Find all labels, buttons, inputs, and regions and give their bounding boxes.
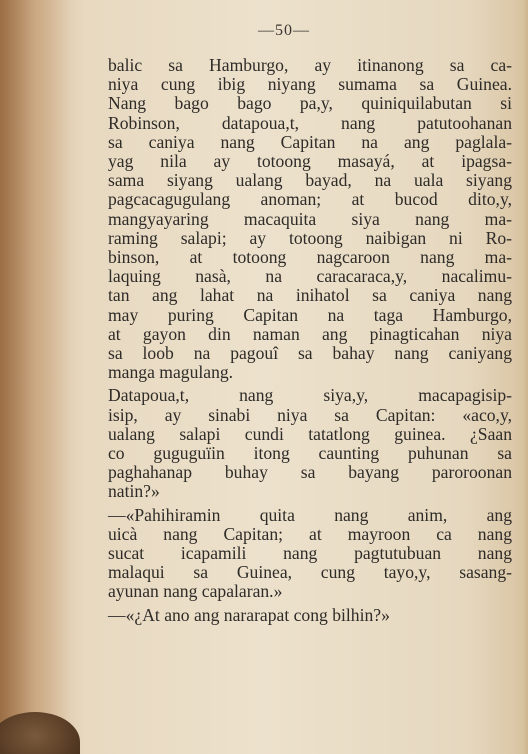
text-line: raming salapi; ay totoong naibigan ni Ro- — [108, 227, 512, 248]
text-line: pagcacagugulang anoman; at bucod dito,y, — [108, 189, 512, 210]
paragraph — [108, 606, 512, 625]
text-line: ualang salapi cundi tatatlong guinea. ¿Saan — [108, 423, 512, 444]
text-line: manga magulang. — [108, 362, 234, 383]
text-line: laquing nasà, na caracaraca,y, nacalimu- — [108, 266, 512, 287]
body-text — [108, 56, 512, 625]
text-line: at gayon din naman ang pinagticahan niya — [108, 323, 512, 344]
text-line: paghahanap buhay sa bayang paroroonan — [108, 462, 512, 483]
text-line: Nang bago bago pa,y, quiniquilabutan si — [108, 93, 512, 114]
text-line: uicà nang Capitan; at mayroon ca nang — [108, 523, 512, 544]
text-line: Robinson, datapoua,t, nang patutoohanan — [108, 112, 512, 133]
text-line: sama siyang ualang bayad, na uala siyang — [108, 170, 512, 191]
paragraphs — [108, 56, 512, 625]
text-line: may puring Capitan na taga Hamburgo, — [108, 304, 512, 325]
text-line: balic sa Hamburgo, ay itinanong sa ca- — [108, 55, 512, 75]
page-edge — [514, 0, 528, 754]
binding-shadow — [0, 0, 70, 754]
text-line: yag nila ay totoong masayá, at ipagsa- — [108, 151, 512, 172]
text-line: sucat icapamili nang pagtutubuan nang — [108, 543, 512, 564]
text-line: mangyayaring macaquita siya nang ma- — [108, 208, 512, 229]
text-line: niya cung ibig niyang sumama sa Guinea. — [108, 74, 512, 95]
text-line: tan ang lahat na inihatol sa caniya nang — [108, 285, 512, 306]
text-line: —«¿At ano ang nararapat cong bilhin?» — [108, 604, 390, 625]
text-line: Datapoua,t, nang siya,y, macapagisip- — [108, 385, 512, 406]
paragraph — [108, 506, 512, 602]
paragraph — [108, 386, 512, 501]
text-line: ayunan nang capalaran.» — [108, 581, 283, 602]
paragraph — [108, 56, 512, 382]
text-line: malaqui sa Guinea, cung tayo,y, sasang- — [108, 562, 512, 583]
text-line: isip, ay sinabi niya sa Capitan: «aco,y, — [108, 404, 512, 425]
text-line: binson, at totoong nagcaroon nang ma- — [108, 247, 512, 268]
text-line: sa caniya nang Capitan na ang paglala- — [108, 131, 512, 152]
text-line: sa loob na pagouî sa bahay nang caniyang — [108, 343, 512, 364]
text-line: —«Pahihiramin quita nang anim, ang — [108, 504, 512, 525]
text-line: natin?» — [108, 481, 160, 502]
text-line: co guguguïin itong caunting puhunan sa — [108, 443, 512, 464]
page-number: —50— — [258, 22, 310, 39]
